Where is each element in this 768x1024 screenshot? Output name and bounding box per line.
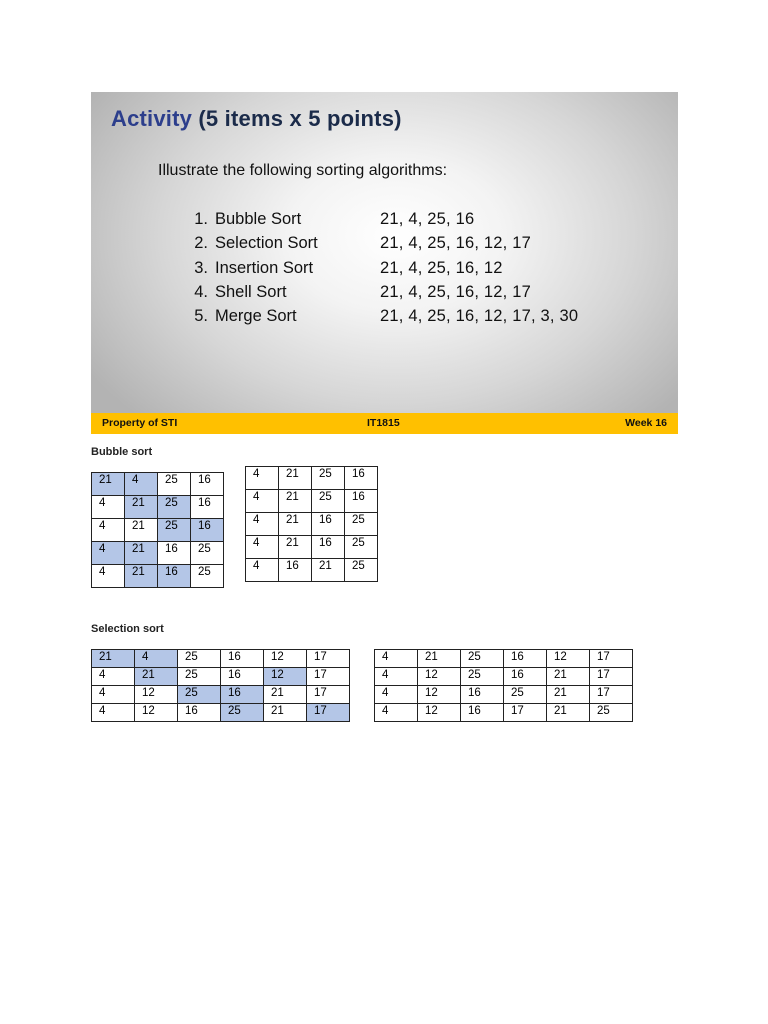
table-cell: 16 — [158, 565, 191, 588]
item-name: Bubble Sort — [215, 210, 302, 228]
table-cell: 4 — [92, 496, 125, 519]
table-cell: 17 — [307, 650, 350, 668]
table-cell: 25 — [191, 542, 224, 565]
activity-slide — [91, 92, 678, 434]
table-row — [246, 467, 378, 490]
table-cell: 16 — [279, 559, 312, 582]
item-name: Selection Sort — [215, 234, 318, 253]
table-cell: 16 — [221, 650, 264, 668]
selection-sort-label: Selection sort — [91, 623, 164, 635]
table-cell: 21 — [279, 513, 312, 536]
table-cell: 21 — [92, 650, 135, 668]
table-cell: 4 — [246, 536, 279, 559]
table-cell: 25 — [461, 650, 504, 668]
table-cell: 4 — [92, 542, 125, 565]
table-cell: 12 — [264, 650, 307, 668]
table-cell: 4 — [135, 650, 178, 668]
table-cell: 4 — [375, 668, 418, 686]
table-cell: 16 — [178, 704, 221, 722]
table-row — [246, 536, 378, 559]
table-row — [375, 686, 633, 704]
table-cell: 16 — [191, 473, 224, 496]
item-number: 1. — [194, 210, 208, 228]
table-cell: 21 — [547, 704, 590, 722]
table-cell: 4 — [246, 559, 279, 582]
item-sequence: 21, 4, 25, 16 — [380, 210, 475, 228]
table-cell: 21 — [264, 686, 307, 704]
table-cell: 25 — [158, 519, 191, 542]
item-name: Shell Sort — [215, 282, 287, 301]
table-cell: 4 — [92, 704, 135, 722]
table-cell: 4 — [92, 668, 135, 686]
table-row — [92, 668, 350, 686]
table-cell: 25 — [312, 467, 345, 490]
table-cell: 4 — [92, 519, 125, 542]
table-cell: 21 — [125, 496, 158, 519]
table-cell: 16 — [461, 686, 504, 704]
table-cell: 4 — [246, 513, 279, 536]
table-cell: 16 — [312, 536, 345, 559]
table-cell: 25 — [345, 513, 378, 536]
table-cell: 25 — [345, 559, 378, 582]
table-cell: 4 — [92, 686, 135, 704]
item-sequence: 21, 4, 25, 16, 12, 17 — [380, 282, 531, 301]
item-name: Insertion Sort — [215, 258, 314, 277]
table-cell: 21 — [312, 559, 345, 582]
table-cell: 16 — [504, 668, 547, 686]
slide-title-prefix: Activity — [111, 106, 193, 131]
slide-title — [111, 106, 402, 132]
table-row — [92, 686, 350, 704]
footer-week: Week 16 — [625, 417, 667, 429]
table-cell: 12 — [135, 704, 178, 722]
table-cell: 4 — [375, 704, 418, 722]
table-cell: 17 — [307, 686, 350, 704]
table-cell: 25 — [178, 650, 221, 668]
algorithm-item — [188, 307, 668, 331]
table-cell: 4 — [125, 473, 158, 496]
table-row — [375, 704, 633, 722]
table-row — [92, 565, 224, 588]
table-cell: 4 — [246, 467, 279, 490]
table-cell: 12 — [547, 650, 590, 668]
slide-footer — [91, 413, 678, 434]
table-cell: 17 — [307, 704, 350, 722]
algorithm-item — [188, 259, 668, 283]
table-cell: 25 — [312, 490, 345, 513]
algorithm-item — [188, 210, 668, 234]
table-cell: 25 — [504, 686, 547, 704]
table-cell: 25 — [345, 536, 378, 559]
item-sequence: 21, 4, 25, 16, 12, 17 — [380, 234, 531, 253]
table-cell: 16 — [191, 496, 224, 519]
table-cell: 17 — [590, 650, 633, 668]
bubble-sort-label: Bubble sort — [91, 446, 153, 458]
table-cell: 16 — [345, 490, 378, 513]
table-row — [375, 668, 633, 686]
table-cell: 21 — [125, 542, 158, 565]
table-cell: 12 — [418, 704, 461, 722]
table-row — [246, 559, 378, 582]
table-cell: 25 — [158, 496, 191, 519]
table-cell: 12 — [264, 668, 307, 686]
table-row — [92, 496, 224, 519]
table-cell: 25 — [191, 565, 224, 588]
item-number: 4. — [194, 282, 208, 301]
table-cell: 21 — [547, 686, 590, 704]
table-cell: 4 — [246, 490, 279, 513]
table-cell: 17 — [590, 686, 633, 704]
table-cell: 17 — [590, 668, 633, 686]
table-cell: 16 — [221, 668, 264, 686]
table-cell: 25 — [461, 668, 504, 686]
table-row — [375, 650, 633, 668]
item-number: 5. — [194, 307, 208, 326]
table-row — [246, 490, 378, 513]
item-sequence: 21, 4, 25, 16, 12, 17, 3, 30 — [380, 307, 579, 326]
table-cell: 16 — [158, 542, 191, 565]
item-name: Merge Sort — [215, 307, 297, 326]
table-cell: 21 — [418, 650, 461, 668]
algorithm-item — [188, 234, 668, 258]
table-cell: 25 — [178, 668, 221, 686]
table-row — [92, 704, 350, 722]
slide-title-rest: (5 items x 5 points) — [198, 106, 402, 131]
table-cell: 16 — [312, 513, 345, 536]
table-cell: 12 — [418, 686, 461, 704]
table-cell: 4 — [375, 686, 418, 704]
table-row — [92, 542, 224, 565]
selection-sort-table-2 — [374, 649, 633, 722]
table-cell: 21 — [547, 668, 590, 686]
table-cell: 12 — [418, 668, 461, 686]
table-cell: 17 — [504, 704, 547, 722]
bubble-sort-table-2 — [245, 466, 378, 582]
algorithm-list — [188, 210, 668, 331]
algorithm-item — [188, 283, 668, 307]
table-cell: 21 — [92, 473, 125, 496]
table-cell: 21 — [125, 565, 158, 588]
table-cell: 4 — [92, 565, 125, 588]
table-row — [246, 513, 378, 536]
footer-owner: Property of STI — [102, 417, 178, 429]
table-cell: 4 — [375, 650, 418, 668]
footer-course: IT1815 — [367, 417, 400, 429]
table-row — [92, 519, 224, 542]
table-cell: 25 — [221, 704, 264, 722]
table-cell: 25 — [590, 704, 633, 722]
table-cell: 21 — [125, 519, 158, 542]
table-cell: 16 — [191, 519, 224, 542]
table-row — [92, 650, 350, 668]
bubble-sort-table-1 — [91, 472, 224, 588]
slide-subtitle: Illustrate the following sorting algorithms: — [158, 162, 448, 179]
table-cell: 21 — [279, 536, 312, 559]
table-cell: 12 — [135, 686, 178, 704]
table-cell: 16 — [461, 704, 504, 722]
table-cell: 17 — [307, 668, 350, 686]
item-number: 2. — [194, 234, 208, 253]
table-row — [92, 473, 224, 496]
table-cell: 25 — [178, 686, 221, 704]
item-number: 3. — [194, 258, 208, 277]
selection-sort-table-1 — [91, 649, 350, 722]
table-cell: 21 — [279, 467, 312, 490]
table-cell: 16 — [221, 686, 264, 704]
table-cell: 21 — [135, 668, 178, 686]
table-cell: 16 — [345, 467, 378, 490]
table-cell: 21 — [279, 490, 312, 513]
table-cell: 25 — [158, 473, 191, 496]
item-sequence: 21, 4, 25, 16, 12 — [380, 258, 503, 277]
table-cell: 16 — [504, 650, 547, 668]
table-cell: 21 — [264, 704, 307, 722]
